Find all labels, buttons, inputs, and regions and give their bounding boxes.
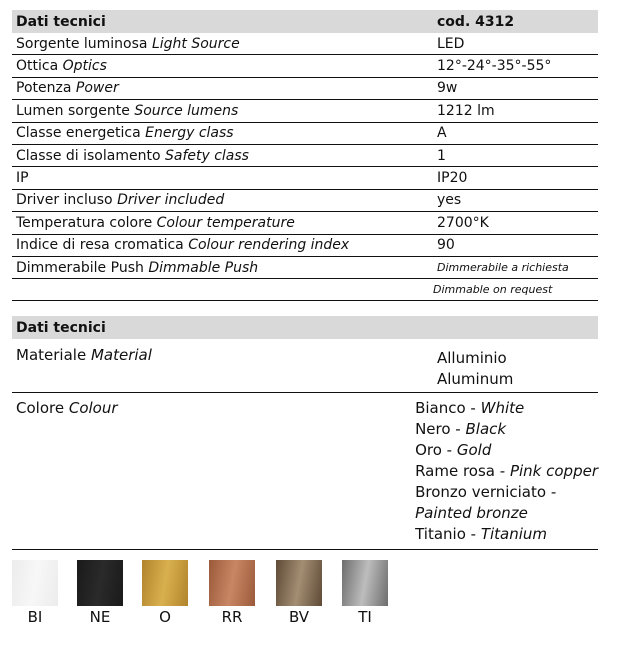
table-row xyxy=(12,100,598,122)
tech-table-title: Dati tecnici xyxy=(12,316,598,339)
table-row xyxy=(12,212,598,234)
row-value: yes xyxy=(437,192,462,209)
row-label-it: Dimmerabile Push xyxy=(16,259,144,276)
colour-swatches xyxy=(12,560,612,660)
row-value: IP20 xyxy=(437,170,468,187)
colour-value: Nero - Black xyxy=(415,420,507,438)
swatch-label: BI xyxy=(27,608,43,626)
row-value: 9w xyxy=(437,80,458,97)
material-row xyxy=(12,339,598,393)
table-row xyxy=(12,123,598,145)
swatch-gold xyxy=(142,560,188,606)
swatch-label: NE xyxy=(89,608,111,626)
colour-label-en: Colour xyxy=(68,399,118,417)
colour-value: Painted bronze xyxy=(415,504,528,522)
swatch-label: TI xyxy=(358,608,372,626)
row-label-it: Sorgente luminosa xyxy=(16,35,148,52)
row-value: LED xyxy=(437,35,465,52)
row-label-en: Energy class xyxy=(145,125,234,142)
table-row xyxy=(12,190,598,212)
colour-value: Oro - Gold xyxy=(415,441,492,459)
table-row xyxy=(12,257,598,279)
row-value-secondary: Dimmable on request xyxy=(433,283,553,297)
swatch-painted-bronze xyxy=(276,560,322,606)
row-label-it: Ottica xyxy=(16,58,59,75)
swatch-white xyxy=(12,560,58,606)
swatch-label: RR xyxy=(221,608,243,626)
material-label-en: Material xyxy=(90,346,152,364)
colour-value: Titanio - Titanium xyxy=(415,525,548,543)
row-label-en: Source lumens xyxy=(134,102,239,119)
tech-table-header xyxy=(12,10,598,33)
row-value: Dimmerabile a richiesta xyxy=(437,261,569,275)
colour-value: Bronzo verniciato - xyxy=(415,483,557,501)
row-label-it: Classe energetica xyxy=(16,125,141,142)
row-value: A xyxy=(437,125,447,142)
material-value: Aluminum xyxy=(437,370,514,388)
colour-label-it: Colore xyxy=(16,399,65,417)
swatch-black xyxy=(77,560,123,606)
table-row xyxy=(12,145,598,167)
table-row xyxy=(12,55,598,77)
material-value: Alluminio xyxy=(437,349,507,367)
colour-value: Rame rosa - Pink copper xyxy=(415,462,598,480)
tech-table-title: Dati tecnici xyxy=(16,13,106,30)
swatch-label: O xyxy=(159,608,171,626)
row-label-it: Indice di resa cromatica xyxy=(16,237,184,254)
product-code: cod. 4312 xyxy=(437,13,515,30)
table-row xyxy=(12,78,598,100)
row-label-en: Colour temperature xyxy=(156,214,295,231)
row-label-en: Dimmable Push xyxy=(148,259,259,276)
tech-table-main xyxy=(12,10,598,301)
row-label-en: Optics xyxy=(62,58,107,75)
colour-value: Bianco - White xyxy=(415,399,525,417)
swatch-pink-copper xyxy=(209,560,255,606)
table-row xyxy=(12,279,598,301)
table-row xyxy=(12,33,598,55)
table-row xyxy=(12,235,598,257)
row-label-en: Colour rendering index xyxy=(188,237,350,254)
colour-row xyxy=(12,393,598,550)
row-label-it: IP xyxy=(16,170,29,187)
row-label-en: Power xyxy=(75,80,119,97)
row-value: 2700°K xyxy=(437,214,489,231)
row-label-it: Driver incluso xyxy=(16,192,113,209)
row-value: 1 xyxy=(437,147,446,164)
swatch-label: BV xyxy=(288,608,310,626)
row-value: 90 xyxy=(437,237,455,254)
row-label-it: Lumen sorgente xyxy=(16,102,130,119)
row-label-en: Light Source xyxy=(151,35,240,52)
row-value: 1212 lm xyxy=(437,102,495,119)
table-row xyxy=(12,167,598,189)
row-label-it: Potenza xyxy=(16,80,72,97)
row-label-en: Driver included xyxy=(117,192,225,209)
row-label-it: Classe di isolamento xyxy=(16,147,161,164)
swatch-titanium xyxy=(342,560,388,606)
row-label-it: Temperatura colore xyxy=(16,214,153,231)
material-label-it: Materiale xyxy=(16,346,87,364)
tech-table-materials xyxy=(12,316,598,550)
row-value: 12°-24°-35°-55° xyxy=(437,58,552,75)
row-label-en: Safety class xyxy=(164,147,249,164)
